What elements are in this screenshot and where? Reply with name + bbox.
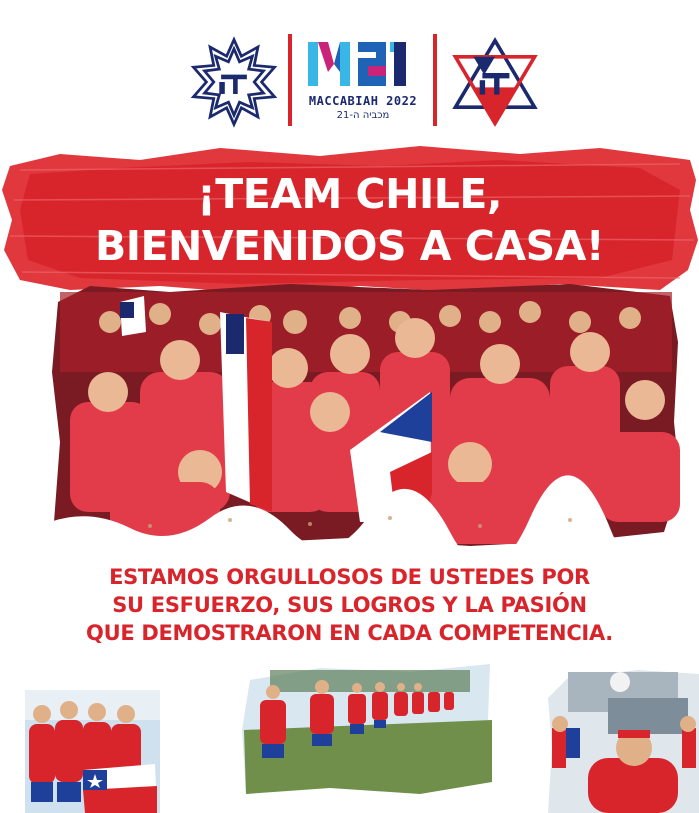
headline-brush-stroke: [0, 140, 699, 300]
message-line-3: QUE DEMOSTRARON EN CADA COMPETENCIA.: [86, 621, 613, 645]
separator-line: [288, 34, 292, 126]
maccabiah-logo: [300, 30, 426, 130]
message-line-2: SU ESFUERZO, SUS LOGROS Y LA PASIÓN: [112, 593, 587, 617]
m21-logo-mark: [306, 38, 420, 90]
message-line-1: ESTAMOS ORGULLOSOS DE USTEDES POR: [109, 565, 590, 589]
logo-header: [0, 30, 699, 130]
maccabiah-hebrew: מכביה ה-21: [336, 110, 390, 121]
separator-line: [433, 34, 437, 126]
maccabi-chile-star-icon: [450, 36, 540, 128]
team-chile-photo: [50, 282, 682, 547]
athletes-with-flag-photo: [25, 690, 160, 813]
maccabi-star-icon: [188, 36, 280, 128]
headline-line-1: ¡TEAM CHILE,: [197, 170, 502, 218]
maccabiah-name: MACCABIAH 2022: [308, 94, 418, 108]
soccer-team-lineup-photo: [240, 660, 495, 795]
athlete-celebrating-photo: [548, 668, 699, 813]
headline-line-2: BIENVENIDOS A CASA!: [94, 222, 605, 270]
